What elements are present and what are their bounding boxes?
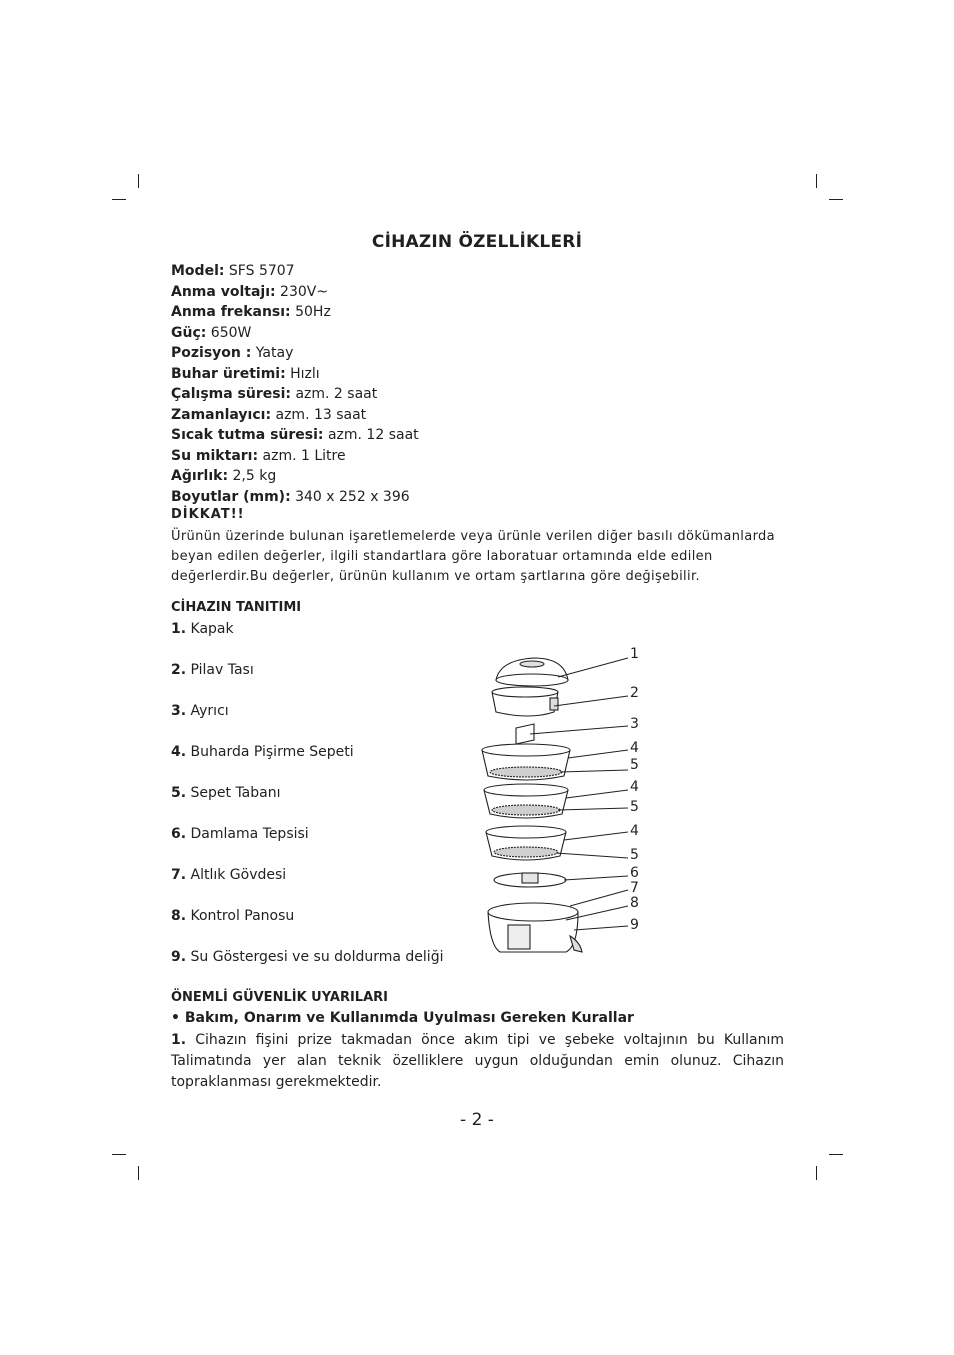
part-name: Pilav Tası [186,662,254,678]
callout-number: 5 [630,757,639,773]
crop-mark [816,174,817,188]
spec-value: SFS 5707 [224,263,295,279]
part-name: Damlama Tepsisi [186,826,309,842]
part-name: Sepet Tabanı [186,785,281,801]
crop-mark [816,1166,817,1180]
spec-runtime [171,384,377,404]
basket-1-rim-drawing [482,744,570,756]
part-name: Su Göstergesi ve su doldurma deliği [186,949,444,965]
crop-mark [138,174,139,188]
part-item [171,949,443,965]
spec-label: Su miktarı: [171,448,259,464]
spec-label: Çalışma süresi: [171,386,291,402]
warning-text: Ürünün üzerinde bulunan işaretlemelerde veya ürünle verilen diğer basılı dökümanlarda beyan edilen değerler, ilgili standartlara göre laboratuar ortamında elde edilen değerlerdir.Bu değerler, ürünün kullanım ve ortam şartlarına göre değişebilir. [171,529,775,584]
spec-voltage [171,282,328,302]
callout-number: 4 [630,779,639,795]
spec-value: 340 x 252 x 396 [290,489,410,505]
lid-knob-drawing [520,661,544,667]
crop-mark [112,199,126,200]
spec-label: Model: [171,263,225,279]
part-number: 4. [171,744,187,760]
spec-water [171,446,346,466]
part-item [171,785,281,801]
spec-frequency [171,302,331,322]
callout-number: 4 [630,740,639,756]
part-item [171,908,294,924]
spec-dimensions [171,487,410,507]
spec-value: azm. 13 saat [271,407,367,423]
part-item [171,703,229,719]
part-name: Kapak [186,621,234,637]
callout-number: 5 [630,847,639,863]
spec-value: 230V~ [275,284,329,300]
page-title: CİHAZIN ÖZELLİKLERİ [371,232,583,252]
water-indicator-drawing [570,936,582,952]
spec-value: 2,5 kg [228,468,277,484]
part-item [171,826,309,842]
part-number: 7. [171,867,187,883]
spec-label: Boyutlar (mm): [171,489,291,505]
spec-value: azm. 2 saat [291,386,378,402]
part-name: Buharda Pişirme Sepeti [186,744,354,760]
spec-timer [171,405,366,425]
rule-text: Cihazın fişini prize takmadan önce akım tipi ve şebeke voltajının bu Kullanım Talimatında yer alan teknik özelliklere uygun olduğundan emin olunuz. Cihazın topraklanması gerekmektedir. [171,1032,784,1090]
steamer-exploded-diagram [470,640,670,960]
callout-number: 3 [630,716,639,732]
base-top-drawing [488,903,578,921]
crop-mark [138,1166,139,1180]
basket-2-base-drawing [492,805,560,815]
crop-mark [829,1154,843,1155]
callout-number: 2 [630,685,639,701]
spec-value: 50Hz [290,304,331,320]
spec-position [171,343,293,363]
drip-tray-center-drawing [522,873,538,883]
basket-1-base-drawing [490,767,562,777]
part-number: 2. [171,662,187,678]
basket-2-rim-drawing [484,784,568,796]
part-name: Altlık Gövdesi [186,867,287,883]
spec-value: 650W [206,325,252,341]
spec-value: Yatay [251,345,294,361]
spec-label: Pozisyon : [171,345,252,361]
part-number: 9. [171,949,187,965]
part-item [171,662,254,678]
crop-mark [112,1154,126,1155]
safety-rule-1 [171,1030,784,1093]
part-item [171,621,234,637]
callout-number: 4 [630,823,639,839]
callout-number: 1 [630,646,639,662]
part-item [171,744,354,760]
rice-bowl-rim-drawing [492,687,558,697]
basket-3-base-drawing [494,847,558,857]
spec-model [171,261,295,281]
spec-label: Güç: [171,325,207,341]
part-name: Kontrol Panosu [186,908,295,924]
part-item [171,867,286,883]
callout-number: 7 [630,880,639,896]
page-number: - 2 - [460,1110,494,1130]
spec-steam [171,364,320,384]
callout-number: 9 [630,917,639,933]
spec-value: azm. 1 Litre [258,448,346,464]
safety-subheading: • Bakım, Onarım ve Kullanımda Uyulması Gereken Kurallar [171,1010,634,1026]
callout-number: 6 [630,865,639,881]
spec-label: Ağırlık: [171,468,229,484]
spec-power [171,323,251,343]
part-number: 1. [171,621,187,637]
lid-rim-drawing [496,674,568,686]
part-number: 8. [171,908,187,924]
spec-label: Buhar üretimi: [171,366,286,382]
part-number: 6. [171,826,187,842]
callout-number: 5 [630,799,639,815]
spec-value: azm. 12 saat [323,427,419,443]
section-heading-safety: ÖNEMLİ GÜVENLİK UYARILARI [171,990,388,1005]
spec-label: Zamanlayıcı: [171,407,272,423]
crop-mark [829,199,843,200]
part-number: 3. [171,703,187,719]
part-number: 5. [171,785,187,801]
part-name: Ayrıcı [186,703,229,719]
rice-bowl-handle-drawing [550,698,558,710]
spec-weight [171,466,276,486]
basket-3-rim-drawing [486,826,566,838]
warning-heading: DİKKAT!! [171,507,245,522]
spec-label: Sıcak tutma süresi: [171,427,324,443]
spec-label: Anma voltajı: [171,284,276,300]
callout-number: 8 [630,895,639,911]
spec-label: Anma frekansı: [171,304,291,320]
section-heading-parts: CİHAZIN TANITIMI [171,600,302,615]
spec-value: Hızlı [285,366,320,382]
control-panel-drawing [508,925,530,949]
spec-keepwarm [171,425,419,445]
rule-number: 1. [171,1032,187,1048]
